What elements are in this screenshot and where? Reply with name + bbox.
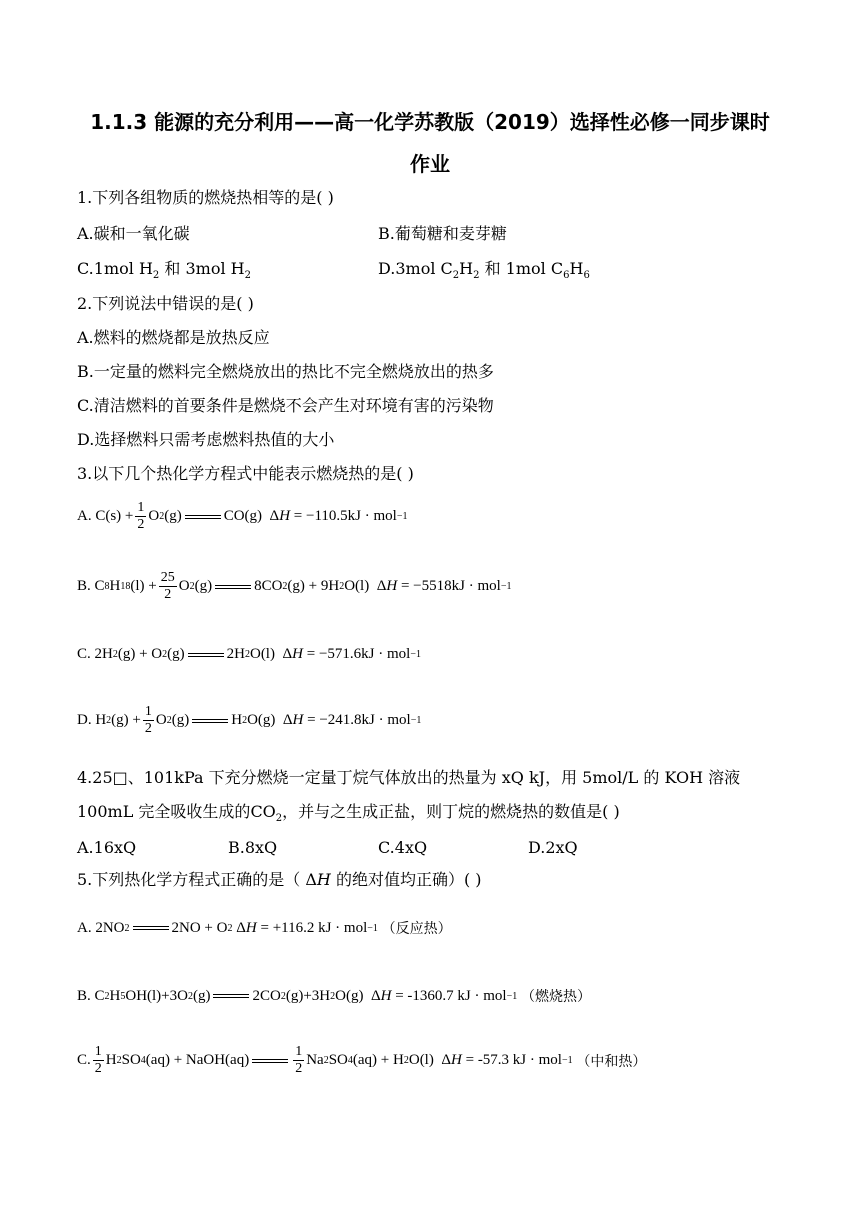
q2-option-d: D.选择燃料只需考虑燃料热值的大小 [77, 430, 335, 449]
page-title-line2: 作业 [410, 152, 450, 176]
q2-option-b: B.一定量的燃料完全燃烧放出的热比不完全燃烧放出的热多 [77, 362, 494, 381]
q3-option-b: B. C 8 H 18 (l) + $\frac{25}{2}$ O 2 (g) 8CO 2 (g) + 9H 2 O(l) Δ H = −5518kJ · mol −1 [77, 570, 512, 602]
q2-stem: 2.下列说法中错误的是( ) [77, 294, 254, 313]
q3-option-c: C. 2H 2 (g) + O 2 (g) 2H 2 O(l) Δ H = −571.6kJ · mol −1 [77, 646, 421, 662]
q1-option-c: C.1mol $H_2$ 和 3mol $H_2$ [77, 259, 251, 282]
q3-stem: 3.以下几个热化学方程式中能表示燃烧热的是( ) [77, 464, 414, 483]
q1-option-b: B.葡萄糖和麦芽糖 [378, 224, 507, 243]
q4-stem-line1: 4.25□、101kPa 下充分燃烧一定量丁烷气体放出的热量为 xQ kJ，用 5mol/L 的 KOH 溶液 [77, 768, 741, 787]
q5-option-c: C. $\frac{1}{2}$ H 2 SO 4 (aq) + NaOH(aq) $\frac{1}{2}$ Na 2 SO 4 (aq) + H 2 O(l) Δ H = -57.3 kJ · mol −1 （中和热） [77, 1044, 647, 1076]
q4-option-d: D.2xQ [528, 838, 578, 857]
q1-option-d: D.3mol $C_2H_2$ 和 1mol $C_6H_6$ [378, 259, 590, 282]
q5-option-b: B. C 2 H 5 OH(l)+3O 2 (g) 2CO 2 (g)+3H 2 O(g) Δ H = -1360.7 kJ · mol −1 （燃烧热） [77, 987, 591, 1005]
q2-option-c: C.清洁燃料的首要条件是燃烧不会产生对环境有害的污染物 [77, 396, 494, 415]
q3-option-a: A. C(s) + $\frac{1}{2}$ O 2 (g) CO(g) Δ H = −110.5kJ · mol −1 [77, 500, 408, 532]
q4-option-b: B.8xQ [228, 838, 278, 857]
q4-option-c: C.4xQ [378, 838, 428, 857]
q5-option-a: A. 2NO 2 2NO + O 2 Δ H = +116.2 kJ · mol −1 （反应热） [77, 919, 452, 937]
page-title-line1: 1.1.3 能源的充分利用——高一化学苏教版（2019）选择性必修一同步课时 [90, 110, 770, 134]
q1-option-a: A.碳和一氧化碳 [77, 224, 190, 243]
q1-stem: 1.下列各组物质的燃烧热相等的是( ) [77, 188, 334, 207]
q4-stem-line2: 100mL 完全吸收生成的$CO_2$，并与之生成正盐，则丁烷的燃烧热的数值是( ) [77, 802, 620, 825]
q2-option-a: A.燃料的燃烧都是放热反应 [77, 328, 270, 347]
q5-stem: 5.下列热化学方程式正确的是（ ΔH 的绝对值均正确）( ) [77, 870, 482, 889]
q3-option-d: D. H 2 (g) + $\frac{1}{2}$ O 2 (g) H 2 O(g) Δ H = −241.8kJ · mol −1 [77, 704, 422, 736]
q4-option-a: A.16xQ [77, 838, 137, 857]
